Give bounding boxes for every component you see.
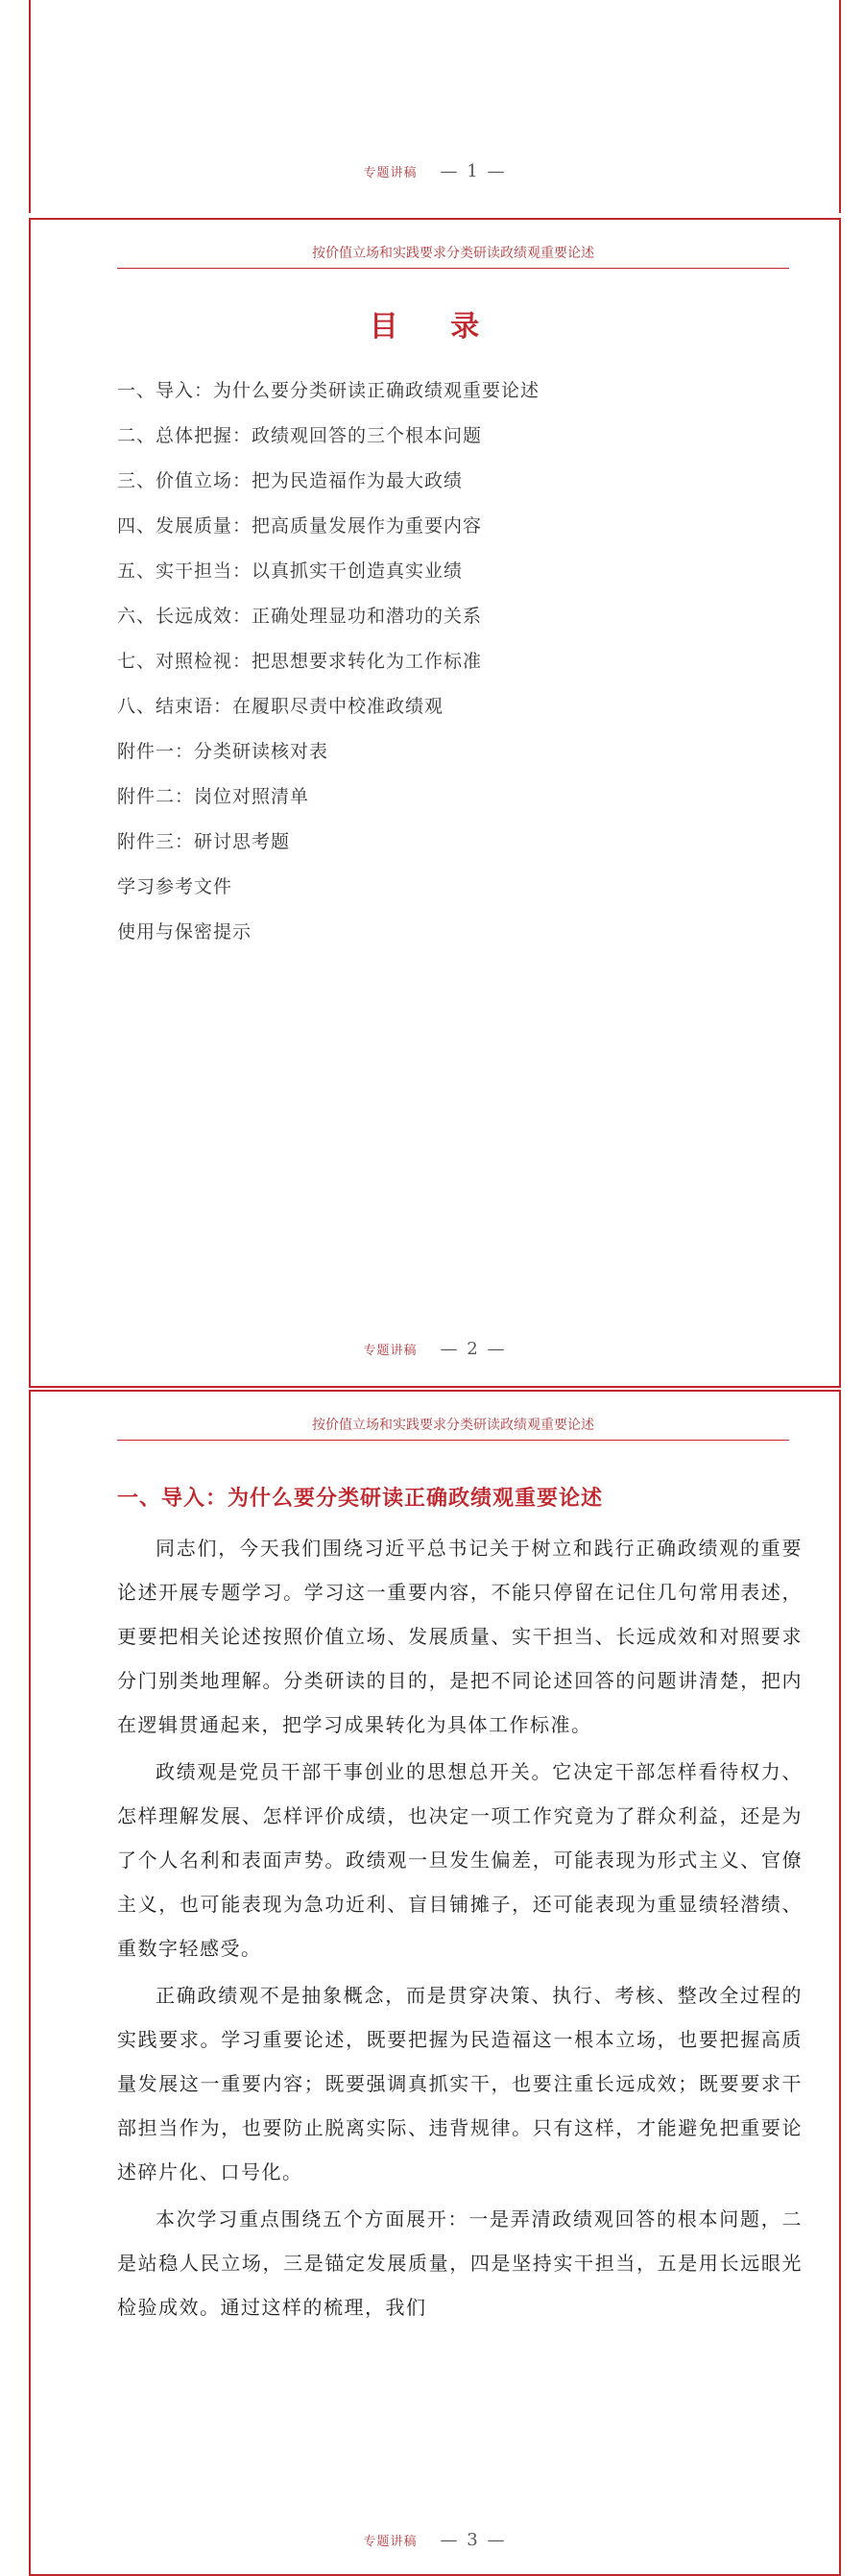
page-footer [31,161,839,181]
section-heading: 一、导入：为什么要分类研读正确政绩观重要论述 [117,1486,604,1511]
toc-item[interactable]: 附件一：分类研读核对表 [117,741,329,762]
toc-item[interactable]: 附件三：研讨思考题 [117,831,291,852]
toc-item[interactable]: 一、导入：为什么要分类研读正确政绩观重要论述 [117,380,540,401]
toc-item[interactable]: 附件二：岗位对照清单 [117,786,310,807]
page-number: — 3 — [440,2530,507,2550]
section-body [117,1526,803,2332]
page-number: — 1 — [440,161,507,181]
body-paragraph: 本次学习重点围绕五个方面展开：一是弄清政绩观回答的根本问题，二是站稳人民立场，三是锚定发展质量，四是坚持实干担当，五是用长远眼光检验成效。通过这样的梳理，我们 [117,2207,803,2319]
page-1 [29,0,841,213]
page-footer [31,2530,839,2550]
toc-item[interactable]: 七、对照检视：把思想要求转化为工作标准 [117,651,483,672]
footer-series-label: 专题讲稿 [363,1344,418,1358]
running-header: 按价值立场和实践要求分类研读政绩观重要论述 [117,1415,789,1441]
toc-list [117,369,789,955]
toc-title: 目 录 [369,310,501,344]
body-paragraph: 同志们，今天我们围绕习近平总书记关于树立和践行正确政绩观的重要论述开展专题学习。学习这一重要内容，不能只停留在记住几句常用表述，更要把相关论述按照价值立场、发展质量、实干担当、长远成效和对照要求分门别类地理解。分类研读的目的，是把不同论述回答的问题讲清楚，把内在逻辑贯通起来，把学习成果转化为具体工作标准。 [117,1537,803,1736]
toc-item[interactable]: 三、价值立场：把为民造福作为最大政绩 [117,470,464,491]
running-header: 按价值立场和实践要求分类研读政绩观重要论述 [117,243,789,269]
toc-item[interactable]: 使用与保密提示 [117,921,252,942]
page-3 [29,1390,841,2576]
toc-item[interactable]: 二、总体把握：政绩观回答的三个根本问题 [117,425,483,446]
page-number: — 2 — [440,1339,507,1359]
toc-item[interactable]: 学习参考文件 [117,876,233,897]
toc-item[interactable]: 八、结束语：在履职尽责中校准政绩观 [117,696,444,717]
footer-series-label: 专题讲稿 [363,166,418,180]
body-paragraph: 正确政绩观不是抽象概念，而是贯穿决策、执行、考核、整改全过程的实践要求。学习重要论述，既要把握为民造福这一根本立场，也要把握高质量发展这一重要内容；既要强调真抓实干，也要注重长远成效；既要要求干部担当作为，也要防止脱离实际、违背规律。只有这样，才能避免把重要论述碎片化、口号化。 [117,1984,803,2183]
page-2 [29,218,841,1388]
toc-item[interactable]: 四、发展质量：把高质量发展作为重要内容 [117,515,483,537]
page-footer [31,1339,839,1359]
body-paragraph: 政绩观是党员干部干事创业的思想总开关。它决定干部怎样看待权力、怎样理解发展、怎样评价成绩，也决定一项工作究竟为了群众利益，还是为了个人名利和表面声势。政绩观一旦发生偏差，可能表现为形式主义、官僚主义，也可能表现为急功近利、盲目铺摊子，还可能表现为重显绩轻潜绩、重数字轻感受。 [117,1760,803,1960]
footer-series-label: 专题讲稿 [363,2535,418,2549]
toc-item[interactable]: 六、长远成效：正确处理显功和潜功的关系 [117,606,483,627]
toc-item[interactable]: 五、实干担当：以真抓实干创造真实业绩 [117,561,464,582]
